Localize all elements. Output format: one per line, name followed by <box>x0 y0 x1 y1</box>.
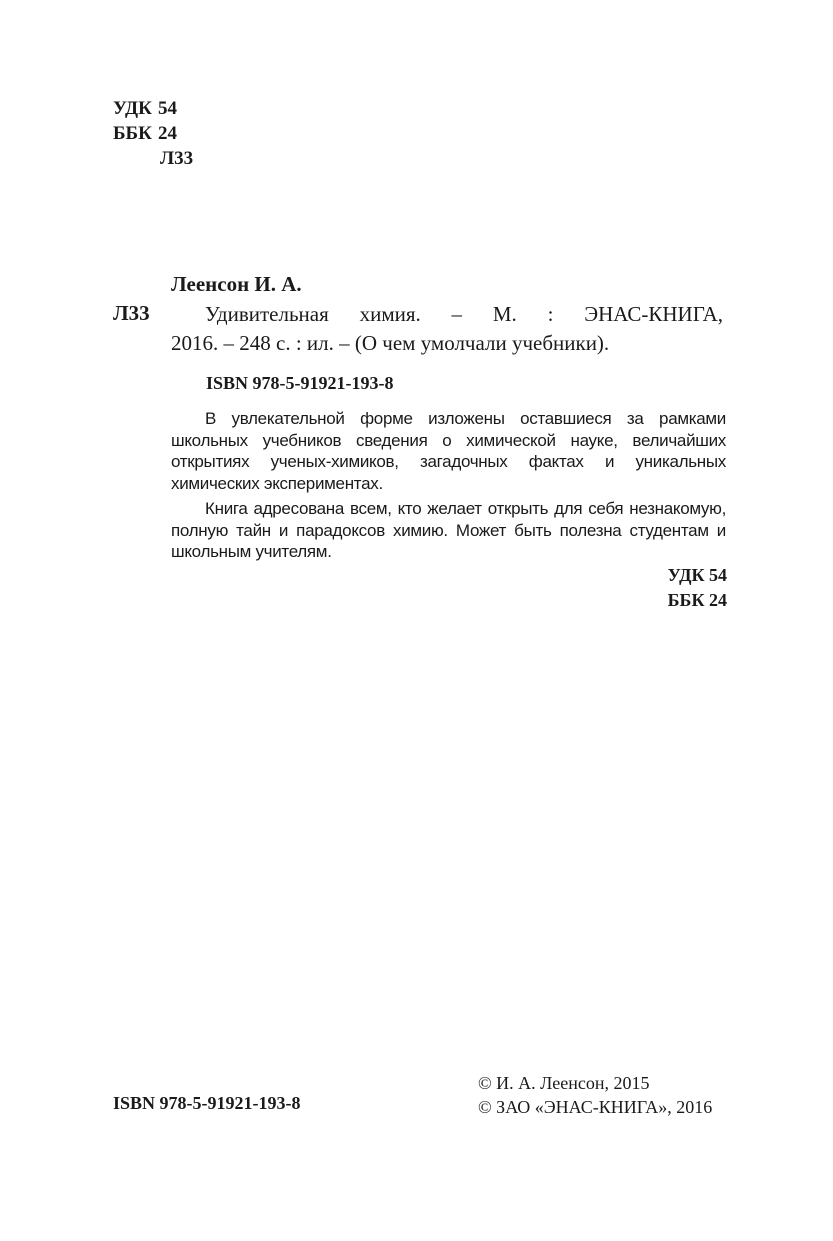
bottom-bbk: ББК 24 <box>667 590 727 610</box>
cutter-code: Л33 <box>160 148 194 169</box>
isbn-footer: ISBN 978-5-91921-193-8 <box>113 1093 301 1113</box>
classification-codes <box>113 96 193 171</box>
isbn-main: ISBN 978-5-91921-193-8 <box>206 373 394 393</box>
annotation <box>171 408 726 567</box>
bibliography-cutter: Л33 <box>113 301 150 325</box>
annotation-paragraph-2: Книга адресована всем, кто желает открыть для себя незнакомую, полную тайн и парадоксов химию. Может быть полезна студентам и школьным учителям. <box>171 499 726 561</box>
bottom-classification-codes <box>668 563 727 613</box>
annotation-paragraph-1: В увлекательной форме изложены оставшиеся за рамками школьных учебников сведения о химической науке, величайших открытиях ученых-химиков, загадочных фактах и уникальных химических экспериментах. <box>171 409 726 493</box>
bibliography-line-1: Удивительная химия. – М. : ЭНАС-КНИГА, <box>205 302 723 326</box>
author-name: Леенсон И. А. <box>171 272 302 296</box>
bottom-udk: УДК 54 <box>667 565 727 585</box>
copyright-author: © И. А. Леенсон, 2015 <box>478 1073 650 1093</box>
copyright-publisher: © ЗАО «ЭНАС-КНИГА», 2016 <box>478 1097 713 1117</box>
bibliography-line-2: 2016. – 248 с. : ил. – (О чем умолчали учебники). <box>171 331 610 355</box>
udk-code: УДК 54 <box>113 98 177 119</box>
bbk-code: ББК 24 <box>113 123 177 144</box>
copyright-block <box>478 1071 712 1119</box>
bibliographic-description <box>171 300 723 358</box>
